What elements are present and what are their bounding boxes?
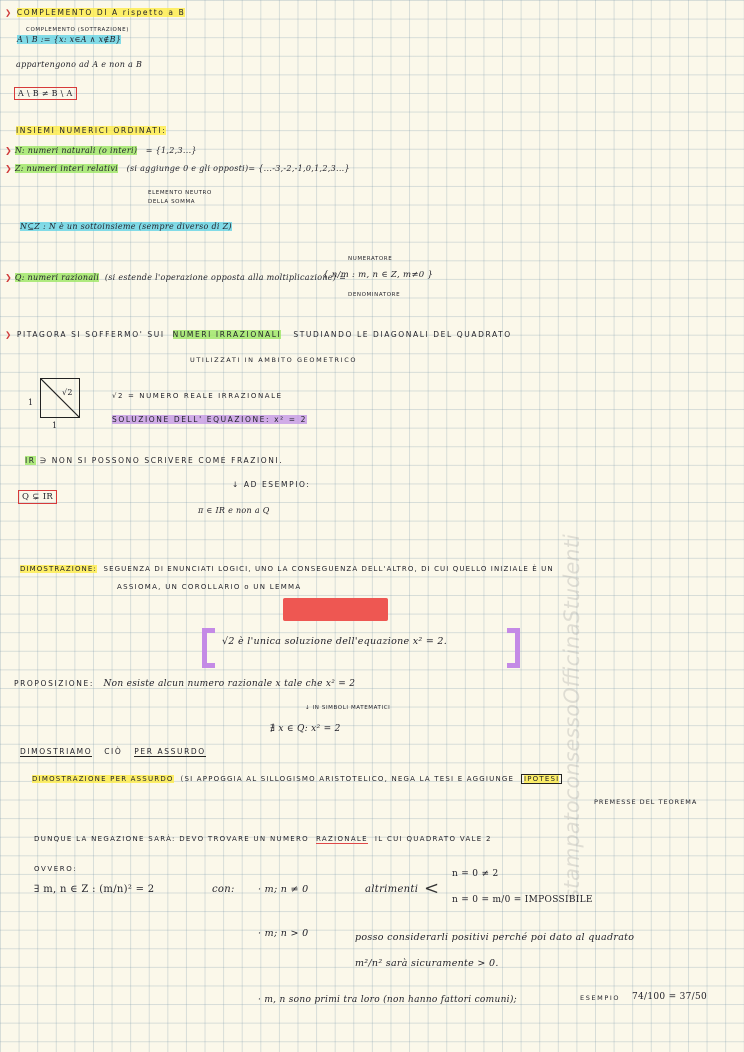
reals-statement: ∋ NON SI POSSONO SCRIVERE COME FRAZIONI. (39, 456, 284, 465)
integers-set: (si aggiunge 0 e gli opposti)= {...-3,-2,-1,0,1,2,3...} (126, 164, 350, 173)
numeric-sets-title: INSIEMI NUMERICI ORDINATI: (16, 126, 167, 135)
down-arrow-icon: ↓ (305, 705, 311, 711)
pi-example: π ∈ IR e non a Q (198, 506, 270, 515)
complement-inequality (14, 89, 77, 98)
demonstration-types: ASSIOMA, UN COROLLARIO o UN LEMMA (117, 583, 302, 591)
with-label: con: (212, 884, 235, 895)
unique-solution-statement: √2 è l'unica soluzione dell'equazione x² = 2. (222, 636, 448, 647)
square-value-text: IL CUI QUADRATO VALE 2 (374, 835, 492, 843)
complement-heading (5, 8, 185, 17)
fraction-example: 74/100 = 37/50 (632, 992, 708, 1002)
reals-symbol: IR (25, 456, 36, 465)
prove-word: DIMOSTRIAMO (20, 747, 93, 756)
branch-icon: < (424, 878, 440, 899)
negation-text: DUNQUE LA NEGAZIONE SARÀ: DEVO TROVARE UN NUMERO (34, 835, 309, 843)
irrational-numbers-label: NUMERI IRRAZIONALI (172, 330, 282, 339)
denominator-note: DENOMINATORE (348, 292, 401, 298)
complement-explanation: appartengono ad A e non a B (16, 60, 143, 69)
complement-definition (17, 35, 121, 44)
rational-word: RAZIONALE (316, 835, 368, 843)
absurd-proof-heading (20, 747, 206, 756)
inequality-box: A \ B ≠ B \ A (14, 87, 77, 100)
arrow-icon: ❯ (5, 164, 15, 173)
equation-solution-line (112, 415, 307, 424)
equation-solution: SOLUZIONE DELL' EQUAZIONE: x² = 2 (112, 415, 307, 424)
watermark: stampatoconsessoOfficinaStudenti (560, 534, 584, 900)
arrow-icon: ❯ (5, 146, 15, 155)
subset-line (20, 222, 232, 231)
numerator-note: NUMERATORE (348, 256, 393, 262)
left-bracket-icon (202, 628, 215, 668)
condition-positive: · m; n > 0 (258, 928, 309, 939)
sqrt2-definition: √2 = NUMERO REALE IRRAZIONALE (112, 392, 283, 400)
rationals-set: { n/m : m, n ∈ Z, m≠0 } (323, 270, 434, 280)
numeric-sets-heading (16, 126, 166, 135)
absurd-proof-description: (SI APPOGGIA AL SILLOGISMO ARISTOTELICO, NEGA LA TESI E AGGIUNGE (180, 775, 515, 783)
natural-numbers-line (5, 146, 197, 155)
proposition-text: Non esiste alcun numero razionale x tale che x² = 2 (103, 679, 356, 689)
condition-nonzero: · m; n ≠ 0 (258, 884, 309, 895)
pythagoras-study: STUDIANDO LE DIAGONALI DEL QUADRATO (293, 330, 512, 339)
redacted-block (283, 598, 388, 621)
square-positive-note: m²/n² sarà sicuramente > 0. (355, 958, 499, 969)
proposition-symbolic: ∄ x ∈ Q: x² = 2 (270, 724, 341, 734)
complement-title: COMPLEMENTO DI A rispetto a B (16, 8, 186, 17)
coprime-condition: · m, n sono primi tra loro (non hanno fattori comuni); (258, 995, 518, 1005)
arrow-icon: ❯ (5, 273, 15, 282)
geometric-use-note: UTILIZZATI IN AMBITO GEOMETRICO (190, 356, 358, 364)
hypothesis-box (521, 774, 562, 784)
absurd-proof-line (32, 775, 562, 783)
q-subset-box: Q ⊊ IR (18, 490, 57, 504)
by-absurd-word: PER ASSURDO (134, 747, 206, 756)
absurd-proof-label: DIMOSTRAZIONE PER ASSURDO (32, 775, 174, 783)
natural-numbers-set: = {1,2,3...} (145, 146, 197, 155)
proposition-label: PROPOSIZIONE: (14, 679, 94, 688)
square-diagonal (40, 378, 80, 418)
case-n-zero-a: n = 0 ≠ 2 (452, 869, 499, 879)
or-label: OVVERO: (34, 865, 78, 873)
rationals-label: Q: numeri razionali (14, 273, 100, 282)
reals-line (25, 456, 283, 465)
this-word: CIÒ (104, 747, 123, 756)
rationals-line (5, 273, 346, 282)
symbols-note (305, 705, 390, 711)
demonstration-line (20, 565, 554, 573)
diagonal-label: √2 (62, 388, 73, 397)
demonstration-definition: SEGUENZA DI ENUNCIATI LOGICI, UNO LA CONSEGUENZA DELL'ALTRO, DI CUI QUELLO INIZIALE È UN (103, 565, 554, 573)
arrow-icon: ❯ (5, 330, 17, 339)
theorem-premises-note: PREMESSE DEL TEOREMA (594, 798, 698, 806)
symbols-note-text: IN SIMBOLI MATEMATICI (312, 705, 391, 711)
otherwise-label: altrimenti (365, 884, 419, 895)
pythagoras-line (5, 330, 512, 339)
square-side-bottom: 1 (52, 421, 58, 430)
example-text: AD ESEMPIO: (243, 480, 311, 489)
square-side-left: 1 (28, 398, 34, 407)
pythagoras-intro: PITAGORA SI SOFFERMO' SUI (16, 330, 165, 339)
existence-statement: ∃ m, n ∈ Z : (m/n)² = 2 (34, 884, 155, 895)
rationals-description: (si estende l'operazione opposta alla moltiplicazione) = (104, 273, 347, 282)
complement-subnote: COMPLEMENTO (SOTTRAZIONE) (26, 27, 129, 33)
hypothesis-label: IPOTESI (524, 775, 560, 783)
example-label (232, 480, 311, 489)
demonstration-label: DIMOSTRAZIONE: (20, 565, 97, 573)
case-n-zero-b: n = 0 = m/0 = IMPOSSIBILE (452, 895, 593, 905)
negation-line (34, 835, 492, 843)
arrow-icon: ❯ (5, 8, 17, 17)
natural-numbers-label: N: numeri naturali (o interi) (14, 146, 138, 155)
example-tag: ESEMPIO (580, 994, 621, 1002)
positive-explanation: posso considerarli positivi perché poi dato al quadrato (355, 932, 635, 943)
integers-line (5, 164, 350, 173)
q-subset-r (18, 492, 57, 502)
integers-label: Z: numeri interi relativi (14, 164, 119, 173)
down-arrow-icon: ↓ (232, 480, 240, 489)
subset-statement: N⊆Z : N è un sottoinsieme (sempre diverso di Z) (20, 222, 232, 231)
complement-formula: A \ B := {x: x∈A ∧ x∉B} (17, 35, 122, 44)
proposition-line (14, 679, 355, 689)
right-bracket-icon (507, 628, 520, 668)
neutral-element-note: ELEMENTO NEUTRO DELLA SOMMA (148, 190, 212, 205)
